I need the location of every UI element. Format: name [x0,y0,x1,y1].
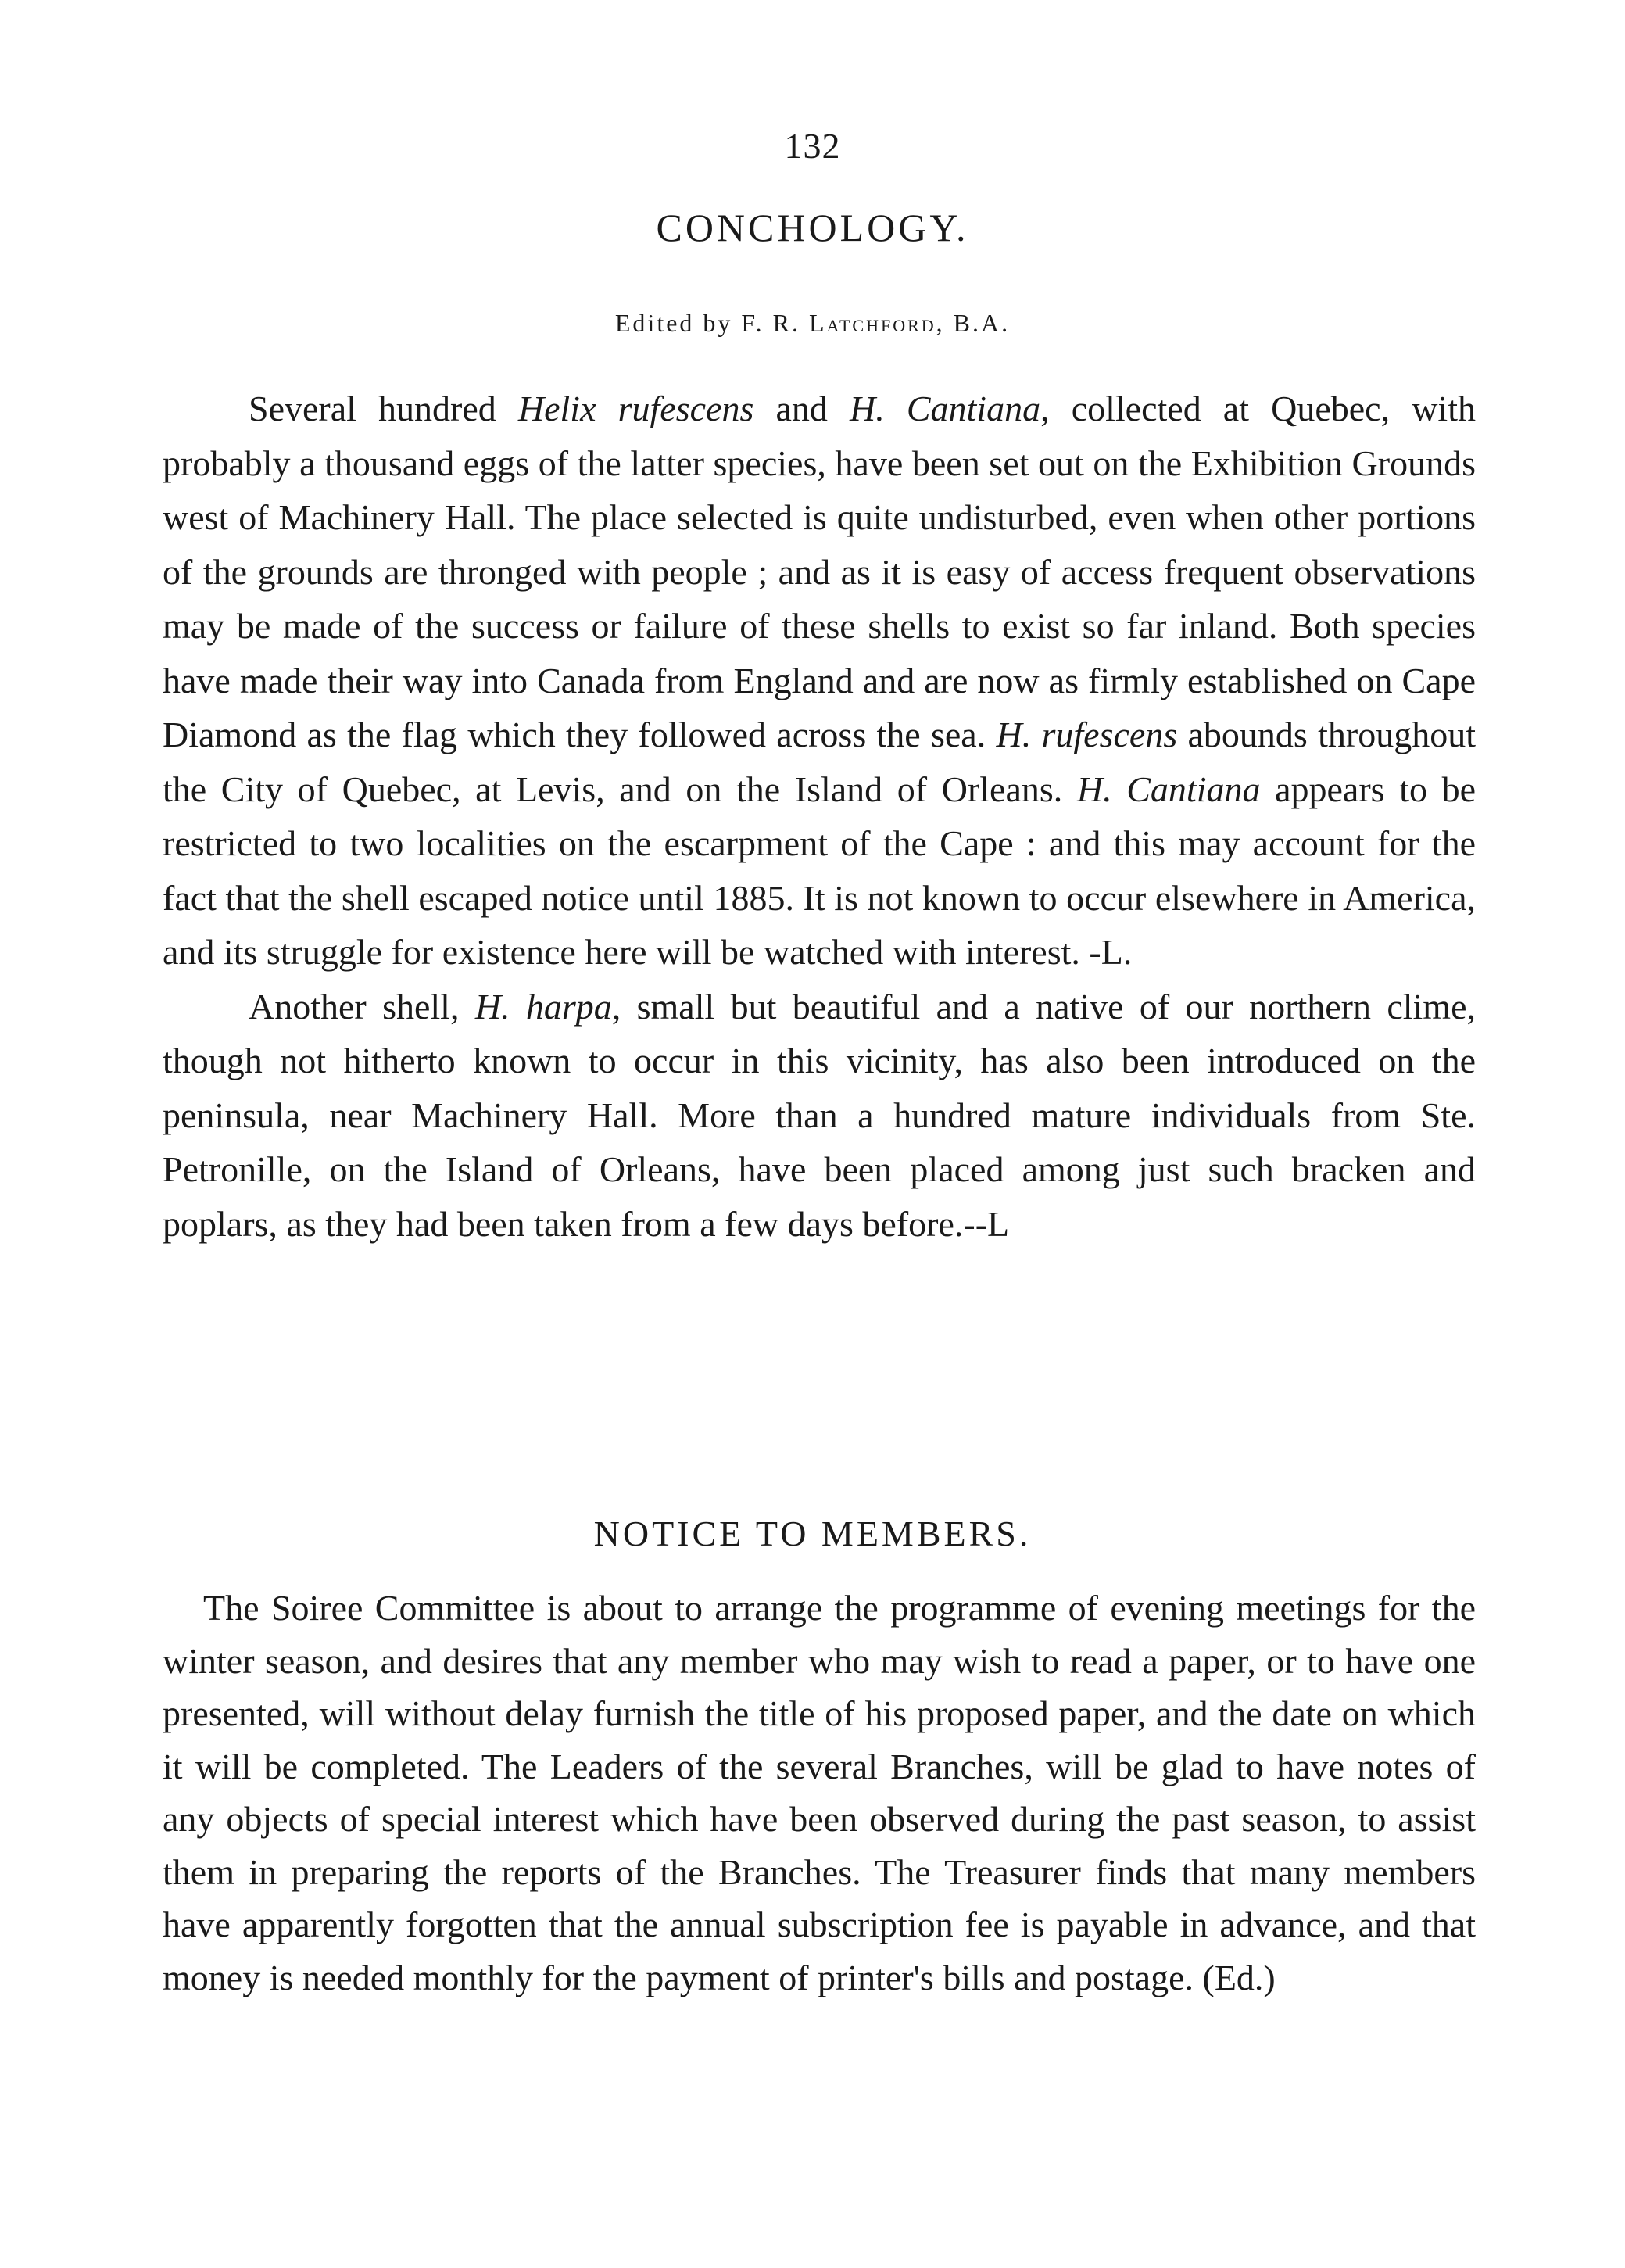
species-name: Helix rufescens [517,389,754,428]
text-run: Another shell, [249,986,475,1027]
text-run: and [753,389,850,428]
species-name: H. Cantiana [850,389,1041,428]
article-paragraph-1 [163,382,1476,980]
species-name: H. rufescens [996,715,1178,754]
page-number: 132 [784,126,841,166]
notice-heading: NOTICE TO MEMBERS. [593,1514,1032,1553]
notice-paragraph: The Soiree Committee is about to arrange the programme of evening meetings for the winter season, and desires that any member who may wish to read a paper, or to have one presented, will without delay furnish the title of his proposed paper, and the date on which it will be completed. The Leaders of the several Branches, will be glad to have notes of any objects of special interest which have been observed during the past season, to assist them in preparing the reports of the Branches. The Treasurer finds that many members have apparently forgotten that the annual subscription fee is payable in advance, and that money is needed monthly for the payment of printer's bills and postage. (Ed.) [163,1588,1476,1997]
text-run: , small but beautiful and a native of our northern clime, though not hitherto known to occur in this vicinity, has also been introduced on the peninsula, near Machinery Hall. More than a hundred mature individuals from Ste. Petronille, on the Island of Orleans, have been placed among just such bracken and poplars, as they had been taken from a few days before.--L [163,986,1476,1244]
article-paragraph-2 [163,980,1476,1252]
text-run: , collected at Quebec, with probably a thousand eggs of the latter species, have been set out on the Exhibition Grounds west of Machinery Hall. The place selected is quite undisturbed, even when other portions of the grounds are thronged with people ; and as it is easy of access frequent observations may be made of the success or failure of these shells to exist so far inland. Both species have made their way into Canada from England and are now as firmly established on Cape Diamond as the flag which they followed across the sea. [163,389,1476,754]
editor-byline [0,309,1625,338]
editor-name: F. R. Latchford [741,309,936,337]
text-run: appears to be restricted to two localities on the escarpment of the Cape : and this may account for the fact that the shell escaped notice until 1885. It is not known to occur elsewhere in America, and its struggle for existence here will be watched with interest. -L. [163,769,1476,972]
text-run: Several hundred [249,389,518,428]
byline-suffix: , B.A. [936,309,1011,337]
conchology-article [163,382,1476,1251]
byline-prefix: Edited by [614,309,733,337]
notice-to-members [163,1582,1476,2004]
species-name: H. harpa [474,986,612,1027]
section-title: CONCHOLOGY. [656,206,969,249]
text-run: abounds throughout the City of Quebec, at Levis, and on the Island of Orleans. [163,715,1476,809]
species-name: H. Cantiana [1076,769,1261,809]
